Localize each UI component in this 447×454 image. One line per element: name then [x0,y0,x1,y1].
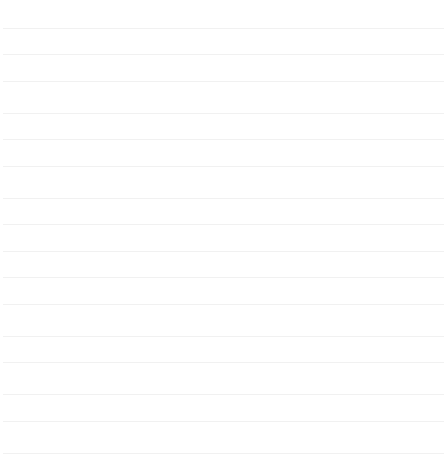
table-row [3,422,444,454]
table-cell-d [154,422,176,425]
table-cell-e [176,363,200,366]
table-cell-g [240,2,268,5]
table-cell-d [154,2,176,5]
table-cell-i [298,225,328,228]
table-cell-d [154,82,176,85]
table-cell-b [118,305,136,308]
table-cell-g [240,422,268,425]
table-cell-j [328,278,360,281]
table-cell-a [88,225,118,228]
table-cell-f [200,278,240,281]
table-cell-no [3,55,10,58]
table-cell-h [268,167,298,170]
table-cell-a [88,278,118,281]
table-cell-l [392,2,426,5]
table-cell-l [392,395,426,398]
table-cell-l [392,140,426,143]
table-cell-d [154,225,176,228]
table-cell-b [118,114,136,117]
table-cell-h [268,363,298,366]
table-cell-e [176,29,200,32]
table-cell-k [360,114,392,117]
table-cell-l [392,82,426,85]
table-cell-d [154,252,176,255]
table-cell-i [298,82,328,85]
table-cell-k [360,199,392,202]
table-row [3,363,444,395]
table-cell-k [360,395,392,398]
table-cell-b [118,2,136,5]
table-row [3,278,444,305]
table-cell-desc [10,337,88,340]
table-cell-l [392,29,426,32]
table-cell-b [118,199,136,202]
table-cell-desc [10,305,88,308]
table-cell-j [328,199,360,202]
table-cell-k [360,337,392,340]
table-cell-l [392,337,426,340]
table-cell-h [268,422,298,425]
table-cell-no [3,395,10,398]
table-cell-l [392,55,426,58]
table-cell-c [136,114,154,117]
table-cell-d [154,29,176,32]
table-cell-f [200,199,240,202]
table-cell-desc [10,167,88,170]
table-cell-f [200,29,240,32]
table-row [3,55,444,82]
table-cell-c [136,140,154,143]
table-cell-e [176,225,200,228]
table-cell-no [3,167,10,170]
table-cell-k [360,278,392,281]
table-cell-j [328,167,360,170]
table-cell-no [3,305,10,308]
table-cell-j [328,305,360,308]
table-cell-g [240,29,268,32]
table-cell-e [176,252,200,255]
table-cell-c [136,305,154,308]
table-cell-h [268,29,298,32]
table-cell-b [118,395,136,398]
table-cell-no [3,337,10,340]
table-cell-j [328,363,360,366]
table-row [3,114,444,141]
table-cell-a [88,2,118,5]
table-cell-desc [10,422,88,425]
table-cell-h [268,140,298,143]
table-cell-no [3,252,10,255]
table-cell-e [176,2,200,5]
table-cell-k [360,305,392,308]
table-cell-a [88,305,118,308]
table-cell-g [240,55,268,58]
table-cell-c [136,199,154,202]
table-cell-g [240,199,268,202]
table-cell-g [240,278,268,281]
table-cell-f [200,395,240,398]
table-cell-d [154,167,176,170]
table-row [3,337,444,364]
table-cell-c [136,278,154,281]
table-cell-k [360,29,392,32]
table-cell-i [298,55,328,58]
table-cell-j [328,395,360,398]
table-cell-d [154,199,176,202]
table-cell-c [136,29,154,32]
table-cell-k [360,167,392,170]
table-row [3,2,444,29]
table-cell-e [176,422,200,425]
table-cell-desc [10,2,88,5]
table-cell-a [88,199,118,202]
table-cell-desc [10,395,88,398]
table-cell-a [88,29,118,32]
table-cell-k [360,363,392,366]
table-cell-d [154,363,176,366]
table-cell-h [268,305,298,308]
table-cell-c [136,167,154,170]
table-cell-e [176,199,200,202]
table-cell-l [392,363,426,366]
table-cell-desc [10,363,88,366]
table-cell-b [118,252,136,255]
table-cell-k [360,225,392,228]
table-cell-l [392,422,426,425]
table-cell-f [200,422,240,425]
table-cell-g [240,167,268,170]
table-cell-d [154,55,176,58]
table-cell-h [268,252,298,255]
table-row [3,82,444,114]
table-cell-f [200,252,240,255]
table-cell-h [268,55,298,58]
table-cell-a [88,114,118,117]
table-cell-c [136,337,154,340]
table-cell-d [154,337,176,340]
table-cell-k [360,140,392,143]
table-cell-desc [10,29,88,32]
table-cell-a [88,363,118,366]
table-cell-d [154,278,176,281]
table-cell-f [200,2,240,5]
table-row [3,305,444,337]
table-cell-no [3,82,10,85]
table-cell-j [328,114,360,117]
table-cell-g [240,140,268,143]
table-cell-e [176,395,200,398]
table-cell-b [118,337,136,340]
table-cell-d [154,140,176,143]
table-cell-i [298,422,328,425]
table-cell-b [118,140,136,143]
table-cell-e [176,167,200,170]
table-cell-j [328,337,360,340]
table-cell-e [176,278,200,281]
table-cell-l [392,199,426,202]
table-row [3,395,444,422]
table-cell-desc [10,225,88,228]
table-cell-k [360,55,392,58]
table-cell-d [154,305,176,308]
table-cell-f [200,305,240,308]
table-cell-desc [10,252,88,255]
table-cell-h [268,395,298,398]
table-cell-no [3,2,10,5]
table-cell-i [298,199,328,202]
table-cell-k [360,252,392,255]
table-row [3,252,444,279]
table-row [3,225,444,252]
table-cell-desc [10,82,88,85]
table-cell-h [268,114,298,117]
table-cell-g [240,82,268,85]
table-cell-f [200,337,240,340]
table-cell-a [88,167,118,170]
table-cell-e [176,140,200,143]
table-cell-f [200,55,240,58]
table-cell-l [392,278,426,281]
table-cell-b [118,167,136,170]
table-cell-j [328,225,360,228]
table-cell-i [298,140,328,143]
table-cell-a [88,337,118,340]
table-cell-e [176,337,200,340]
table-cell-j [328,82,360,85]
table-cell-h [268,82,298,85]
table-cell-b [118,82,136,85]
table-cell-i [298,252,328,255]
table-row [3,167,444,199]
table-cell-g [240,225,268,228]
table-cell-g [240,395,268,398]
table-cell-b [118,278,136,281]
table-cell-a [88,422,118,425]
table-cell-i [298,167,328,170]
table-cell-c [136,363,154,366]
table-cell-b [118,422,136,425]
table-cell-desc [10,278,88,281]
table-cell-i [298,337,328,340]
table-cell-j [328,2,360,5]
table-cell-a [88,55,118,58]
table-cell-f [200,140,240,143]
table-cell-b [118,363,136,366]
table-cell-g [240,252,268,255]
table-cell-i [298,363,328,366]
table-cell-desc [10,114,88,117]
table-cell-l [392,225,426,228]
table-cell-l [392,167,426,170]
table-row [3,140,444,167]
table-cell-j [328,55,360,58]
table-cell-h [268,199,298,202]
table-cell-f [200,363,240,366]
table-cell-g [240,337,268,340]
table-cell-no [3,114,10,117]
table-cell-no [3,29,10,32]
table-cell-desc [10,140,88,143]
table-cell-j [328,140,360,143]
table-cell-h [268,2,298,5]
table-row [3,29,444,56]
table-cell-a [88,82,118,85]
table-cell-e [176,82,200,85]
table-cell-i [298,114,328,117]
table-cell-e [176,305,200,308]
table-cell-k [360,2,392,5]
table-cell-j [328,422,360,425]
table-cell-a [88,395,118,398]
table-cell-i [298,278,328,281]
table-cell-d [154,395,176,398]
table-cell-d [154,114,176,117]
table-cell-b [118,55,136,58]
table-cell-g [240,114,268,117]
table-cell-j [328,29,360,32]
table-cell-f [200,167,240,170]
table-cell-g [240,305,268,308]
table-cell-c [136,82,154,85]
table-cell-no [3,199,10,202]
table-cell-no [3,422,10,425]
table-cell-k [360,422,392,425]
table-cell-l [392,114,426,117]
table-cell-e [176,55,200,58]
table-cell-c [136,225,154,228]
table-cell-b [118,29,136,32]
table-cell-desc [10,199,88,202]
table-cell-c [136,422,154,425]
table-cell-k [360,82,392,85]
table-cell-h [268,278,298,281]
table-cell-g [240,363,268,366]
table-cell-j [328,252,360,255]
table-cell-h [268,225,298,228]
table-cell-f [200,114,240,117]
table-row [3,199,444,226]
table-cell-i [298,395,328,398]
table-cell-f [200,82,240,85]
table-cell-no [3,278,10,281]
table-cell-l [392,305,426,308]
table-cell-l [392,252,426,255]
table-cell-h [268,337,298,340]
table-cell-c [136,55,154,58]
table-cell-no [3,363,10,366]
table-cell-i [298,29,328,32]
table-cell-c [136,395,154,398]
table-cell-desc [10,55,88,58]
table-cell-a [88,252,118,255]
table-cell-f [200,225,240,228]
table-cell-b [118,225,136,228]
table-cell-a [88,140,118,143]
table-cell-no [3,225,10,228]
table-cell-no [3,140,10,143]
table-cell-i [298,2,328,5]
table-cell-e [176,114,200,117]
table-cell-c [136,252,154,255]
table-cell-c [136,2,154,5]
table-cell-i [298,305,328,308]
